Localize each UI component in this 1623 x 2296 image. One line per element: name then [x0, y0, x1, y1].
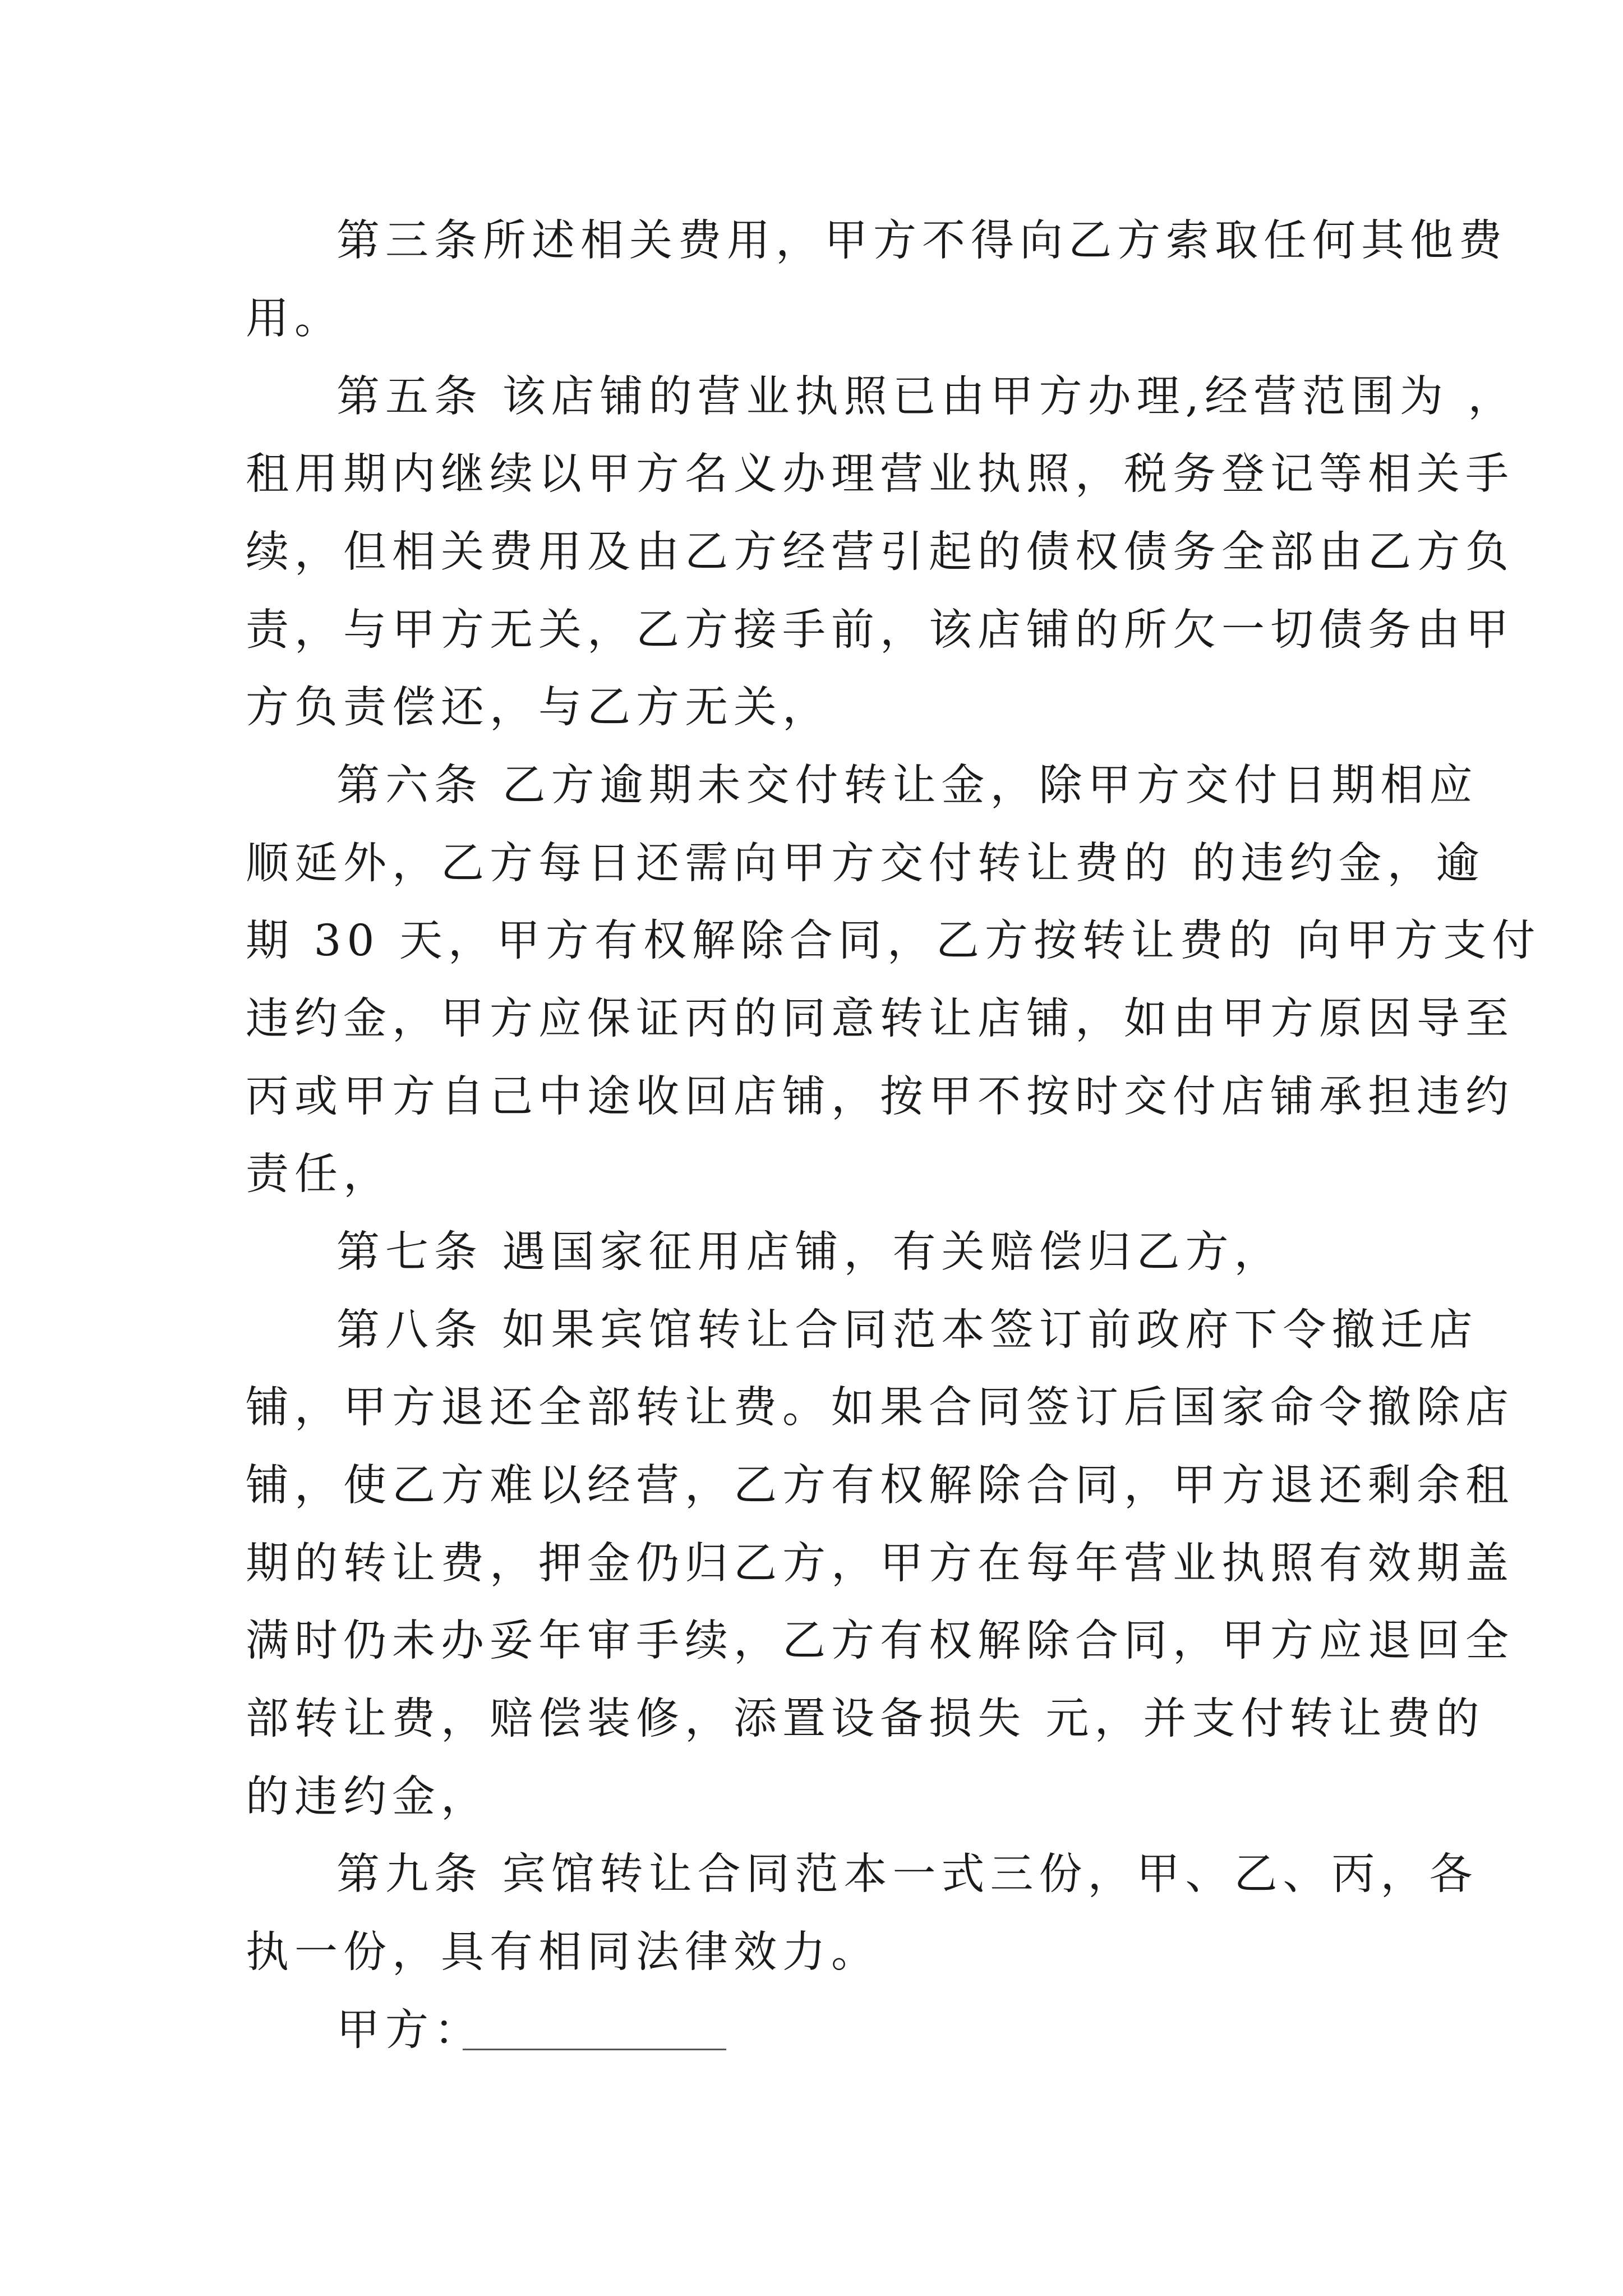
party-a-signature-line: [463, 2049, 726, 2050]
text-line: 第六条 乙方逾期未交付转让金，除甲方交付日期相应: [336, 761, 1478, 811]
text-line: 部转让费，赔偿装修，添置设备损失 元，并支付转让费的: [246, 1694, 1485, 1744]
text-line: 满时仍未办妥年审手续，乙方有权解除合同，甲方应退回全: [246, 1616, 1514, 1666]
text-line: 第七条 遇国家征用店铺，有关赔偿归乙方，: [336, 1227, 1283, 1277]
text-line: 续，但相关费用及由乙方经营引起的债权债务全部由乙方负: [246, 527, 1514, 577]
text-line: 用。: [246, 294, 343, 344]
text-line: 方负责偿还，与乙方无关，: [246, 683, 831, 733]
text-line: 违约金，甲方应保证丙的同意转让店铺，如由甲方原因导至: [246, 994, 1514, 1044]
text-line: 执一份，具有相同法律效力。: [246, 1927, 880, 1977]
text-line: 租用期内继续以甲方名义办理营业执照，税务登记等相关手: [246, 449, 1514, 499]
text-line: 期的转让费，押金仍归乙方，甲方在每年营业执照有效期盖: [246, 1539, 1514, 1589]
text-line: 顺延外，乙方每日还需向甲方交付转让费的 的违约金，逾: [246, 839, 1485, 889]
text-line: 的违约金，: [246, 1772, 490, 1822]
text-line: 期 30 天，甲方有权解除合同，乙方按转让费的 向甲方支付: [246, 916, 1541, 966]
text-line: 丙或甲方自己中途收回店铺，按甲不按时交付店铺承担违约: [246, 1072, 1514, 1122]
text-line: 第八条 如果宾馆转让合同范本签订前政府下令撤迁店: [336, 1305, 1478, 1355]
text-line: 铺，甲方退还全部转让费。如果合同签订后国家命令撤除店: [246, 1383, 1514, 1433]
text-line: 责，与甲方无关，乙方接手前，该店铺的所欠一切债务由甲: [246, 605, 1514, 655]
text-line: 第九条 宾馆转让合同范本一式三份，甲、乙、丙，各: [336, 1849, 1478, 1899]
party-a-signature-label: 甲方：: [336, 2005, 483, 2055]
text-line: 责任，: [246, 1149, 392, 1199]
text-line: 第三条所述相关费用，甲方不得向乙方索取任何其他费: [336, 216, 1507, 266]
text-line: 第五条 该店铺的营业执照已由甲方办理,经营范围为 ，: [336, 372, 1517, 422]
text-line: 铺，使乙方难以经营，乙方有权解除合同，甲方退还剩余租: [246, 1461, 1514, 1511]
